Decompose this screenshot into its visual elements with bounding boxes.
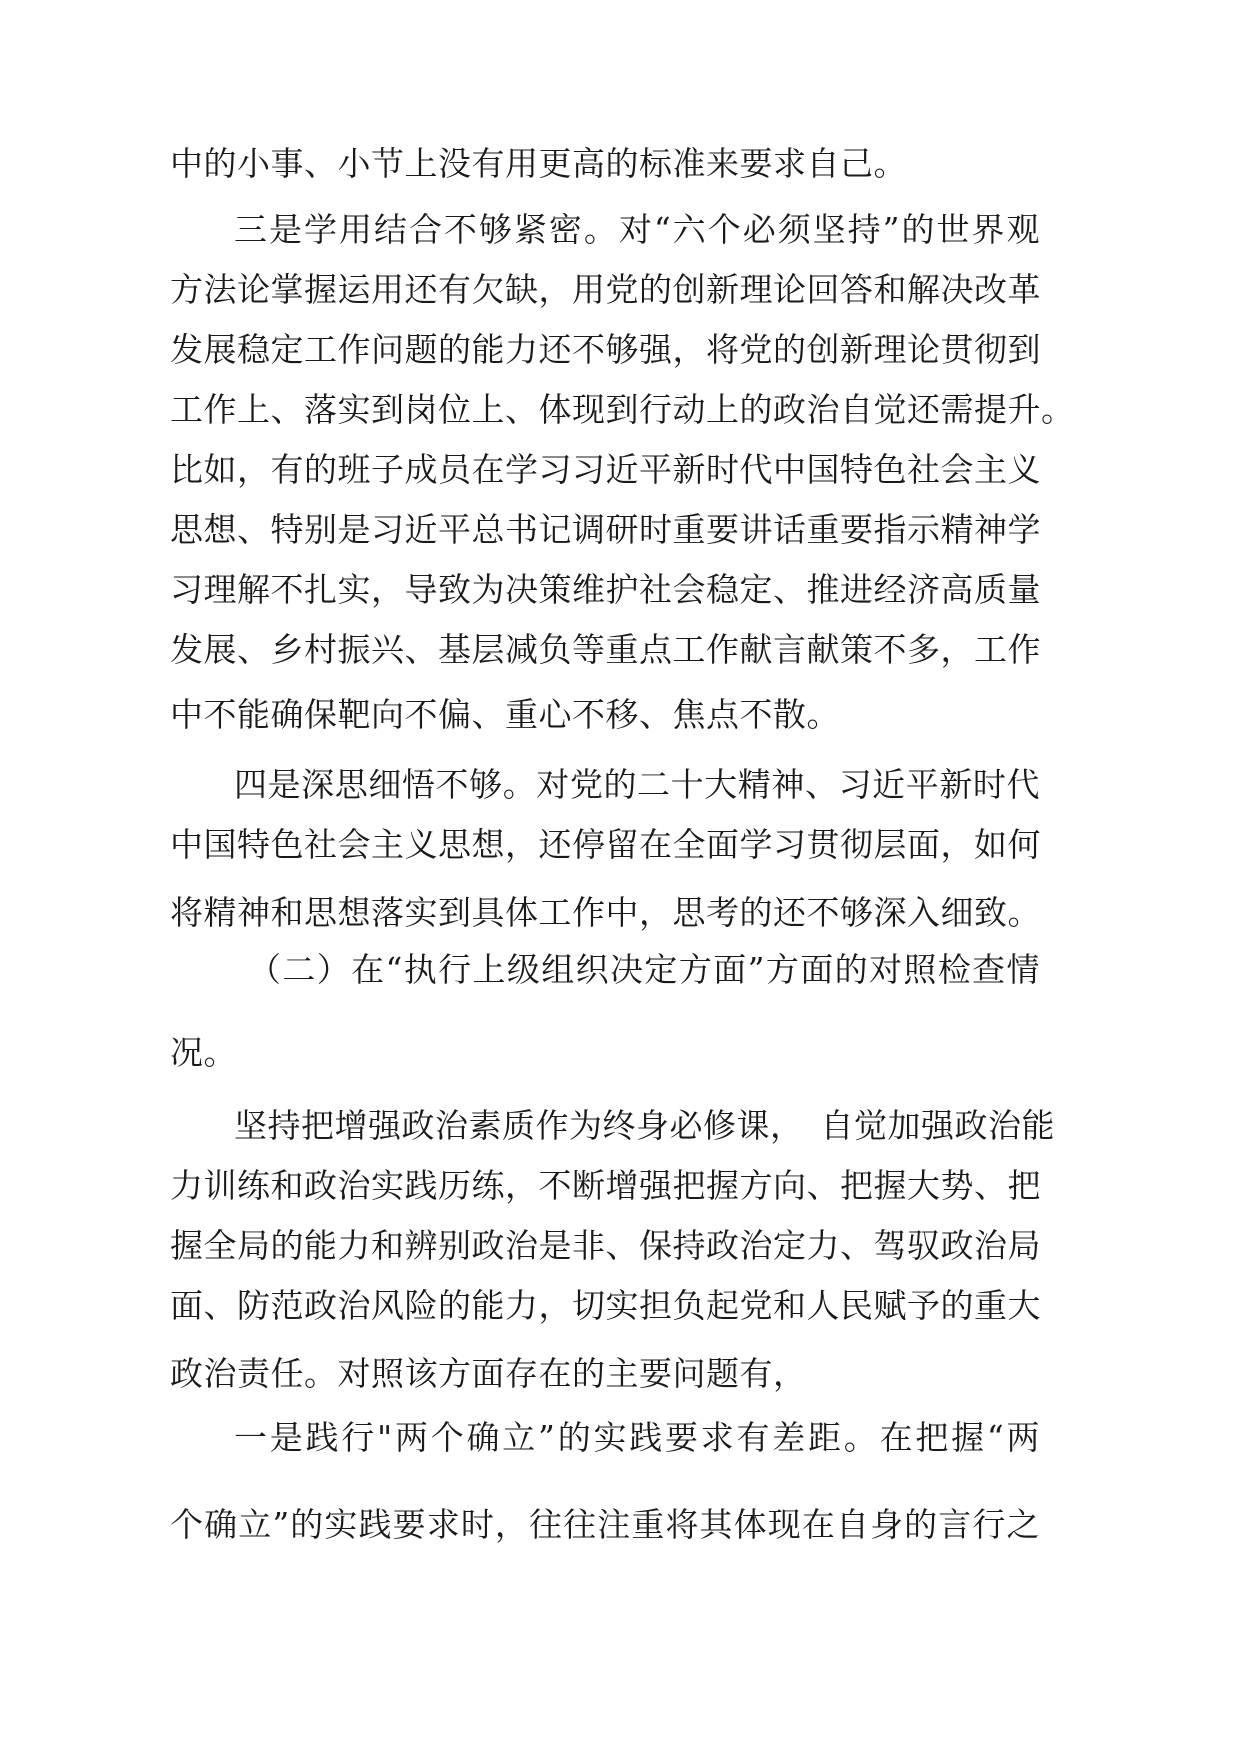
text-line: 方法论掌握运用还有欠缺，用党的创新理论回答和解决改革 xyxy=(170,270,1041,309)
text-line: 发展、乡村振兴、基层减负等重点工作献言献策不多，工作 xyxy=(170,630,1041,669)
text-line: 中不能确保靶向不偏、重心不移、焦点不散。 xyxy=(170,695,840,734)
text-line: 发展稳定工作问题的能力还不够强，将党的创新理论贯彻到 xyxy=(170,330,1041,369)
text-line: 中国特色社会主义思想，还停留在全面学习贯彻层面，如何 xyxy=(170,825,1041,864)
text-line: 坚持把增强政治素质作为终身必修课， 自觉加强政治能 xyxy=(234,1106,1055,1145)
text-line: 习理解不扎实，导致为决策维护社会稳定、推进经济高质量 xyxy=(170,570,1041,609)
text-line: 比如，有的班子成员在学习习近平新时代中国特色社会主义 xyxy=(170,450,1041,489)
text-line: 个确立”的实践要求时，往往注重将其体现在自身的言行之 xyxy=(170,1505,1040,1544)
text-line: 四是深思细悟不够。对党的二十大精神、习近平新时代 xyxy=(234,765,1040,804)
text-line: 政治责任。对照该方面存在的主要问题有， xyxy=(170,1354,807,1393)
text-line: 中的小事、小节上没有用更高的标准来要求自己。 xyxy=(170,144,907,183)
section-heading-continued: 况。 xyxy=(170,1033,237,1072)
text-line: 力训练和政治实践历练，不断增强把握方向、把握大势、把 xyxy=(170,1166,1041,1205)
section-heading: （二）在“执行上级组织决定方面”方面的对照检查情 xyxy=(248,950,1040,989)
text-line: 工作上、落实到岗位上、体现到行动上的政治自觉还需提升。 xyxy=(170,390,1075,429)
text-line: 握全局的能力和辨别政治是非、保持政治定力、驾驭政治局 xyxy=(170,1226,1041,1265)
text-line: 三是学用结合不够紧密。对“六个必须坚持”的世界观 xyxy=(234,210,1040,249)
text-line: 将精神和思想落实到具体工作中，思考的还不够深入细致。 xyxy=(170,893,1041,932)
text-line: 思想、特别是习近平总书记调研时重要讲话重要指示精神学 xyxy=(170,510,1041,549)
text-line: 面、防范政治风险的能力，切实担负起党和人民赋予的重大 xyxy=(170,1286,1041,1325)
text-line: 一是践行"两个确立”的实践要求有差距。在把握“两 xyxy=(234,1418,1040,1457)
